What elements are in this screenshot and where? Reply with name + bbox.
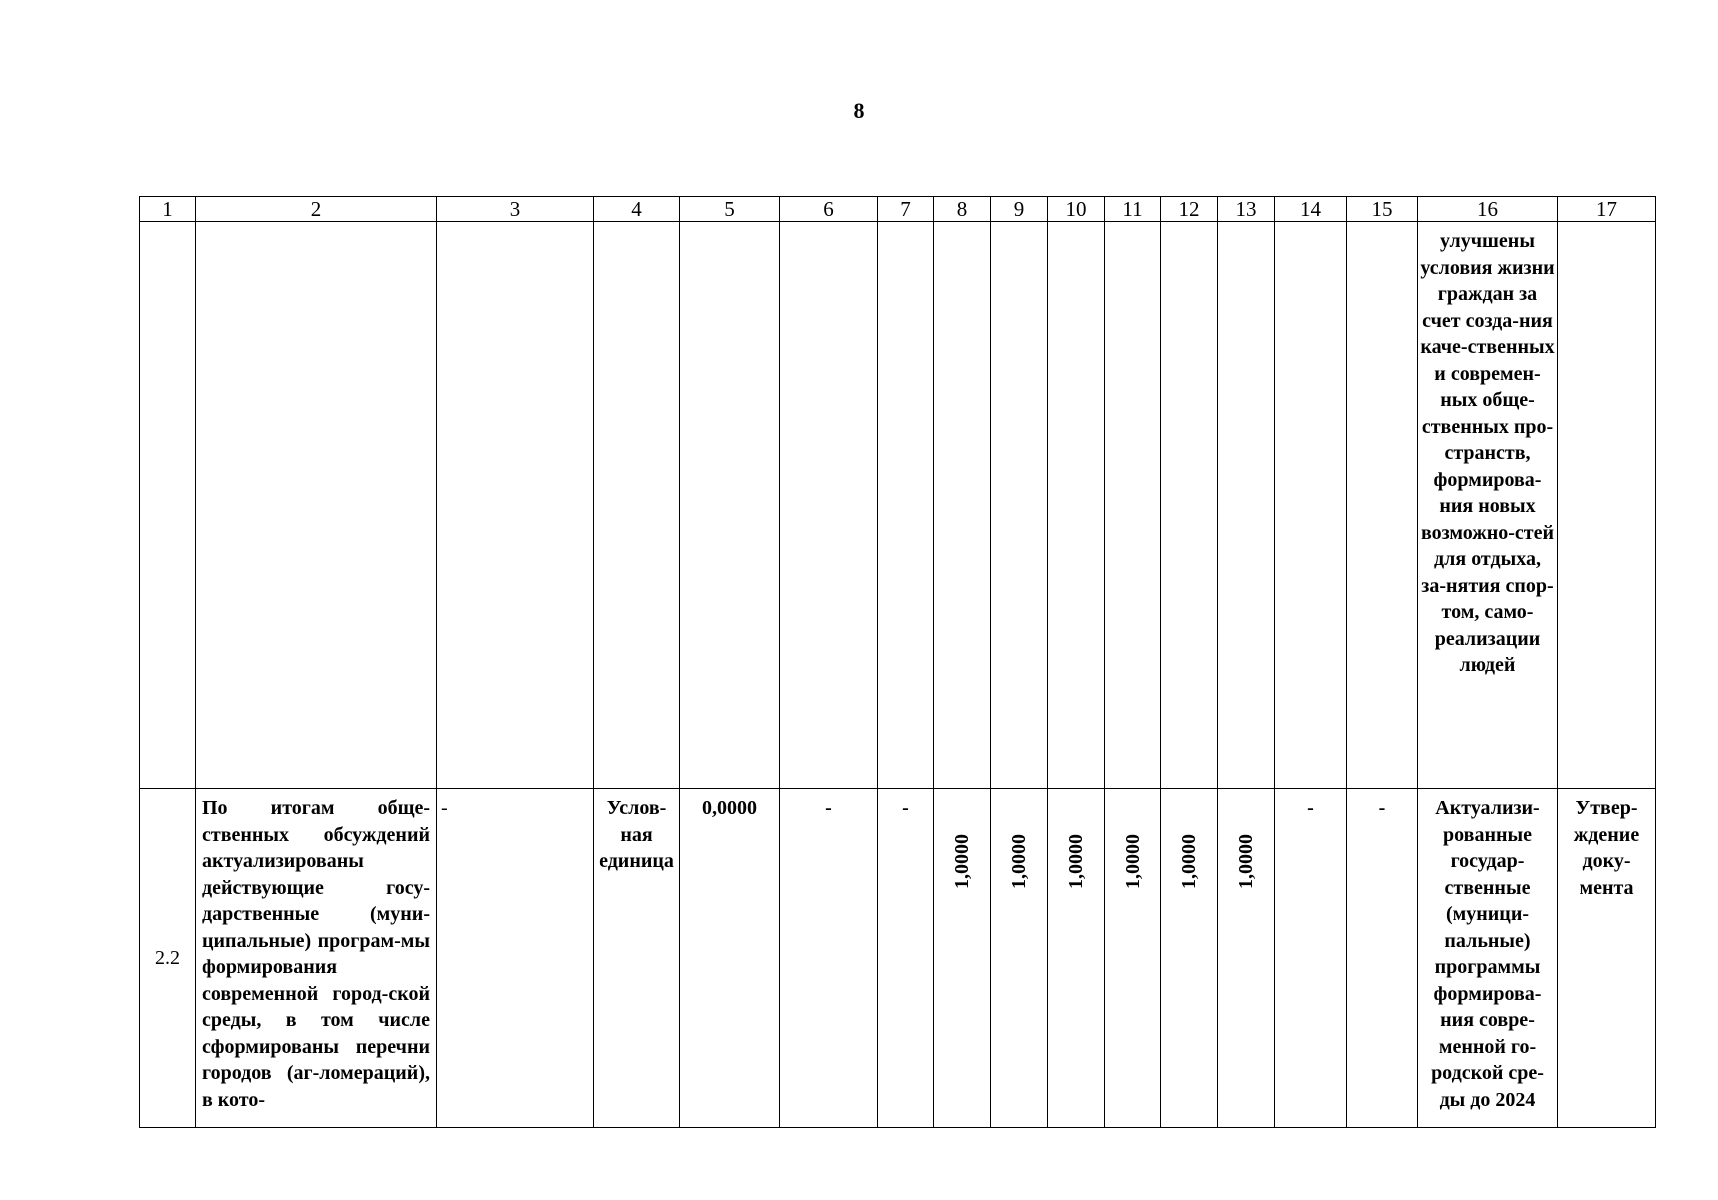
column-header-4: 4 [594, 197, 680, 222]
cell-empty [594, 222, 680, 789]
cell-empty [1048, 222, 1105, 789]
value-col-9: 1,0000 [1008, 834, 1030, 889]
column-header-7: 7 [878, 197, 934, 222]
column-header-11: 11 [1105, 197, 1161, 222]
column-header-17: 17 [1558, 197, 1656, 222]
cell-empty [1275, 222, 1347, 789]
column-header-2: 2 [196, 197, 437, 222]
cell-result: Актуализи-рованные государ-ственные (муници-пальные) программы формирова-ния совре-менной го-родской сре-ды до 2024 [1418, 789, 1558, 1128]
cell-unit: Услов-ная единица [594, 789, 680, 1128]
cell-empty [437, 222, 594, 789]
cell-result-continuation: улучшены условия жизни граждан за счет созда-ния каче-ственных и современ-ных обще-ственных про-странств, формирова-ния новых возможно-стей для отдыха, за-нятия спор-том, само-реализации людей [1418, 222, 1558, 789]
indicators-table [139, 196, 1656, 1128]
value-col-8: 1,0000 [951, 834, 973, 889]
column-header-12: 12 [1161, 197, 1218, 222]
column-header-13: 13 [1218, 197, 1275, 222]
column-header-8: 8 [934, 197, 991, 222]
column-header-15: 15 [1347, 197, 1418, 222]
cell-row-number: 2.2 [140, 789, 196, 1128]
cell-empty [680, 222, 780, 789]
cell-empty [934, 222, 991, 789]
cell-empty [878, 222, 934, 789]
cell-empty [991, 222, 1048, 789]
column-header-16: 16 [1418, 197, 1558, 222]
cell-empty [140, 222, 196, 789]
cell-col-11 [1105, 789, 1161, 1128]
cell-col-3: - [437, 789, 594, 1128]
cell-indicator-name: По итогам обще-ственных обсуждений актуализированы действующие госу-дарственные (муни-ципальные) програм-мы формирования современной город-ской среды, в том числе сформированы перечни городов (аг-ломераций), в кото- [196, 789, 437, 1128]
cell-empty [1105, 222, 1161, 789]
cell-base-value: 0,0000 [680, 789, 780, 1128]
cell-col-6: - [780, 789, 878, 1128]
table-header-row [140, 197, 1656, 222]
cell-col-14: - [1275, 789, 1347, 1128]
cell-col-8 [934, 789, 991, 1128]
cell-col-9 [991, 789, 1048, 1128]
cell-empty [196, 222, 437, 789]
cell-empty [1347, 222, 1418, 789]
cell-col-10 [1048, 789, 1105, 1128]
cell-empty [1558, 222, 1656, 789]
value-col-11: 1,0000 [1121, 834, 1144, 889]
column-header-14: 14 [1275, 197, 1347, 222]
cell-empty [780, 222, 878, 789]
column-header-3: 3 [437, 197, 594, 222]
cell-empty [1218, 222, 1275, 789]
column-header-6: 6 [780, 197, 878, 222]
value-col-12: 1,0000 [1178, 834, 1200, 889]
cell-col-15: - [1347, 789, 1418, 1128]
value-col-13: 1,0000 [1235, 834, 1257, 889]
column-header-10: 10 [1048, 197, 1105, 222]
value-col-10: 1,0000 [1065, 834, 1087, 889]
table-row-continuation [140, 222, 1656, 789]
cell-col-13 [1218, 789, 1275, 1128]
column-header-9: 9 [991, 197, 1048, 222]
column-header-1: 1 [140, 197, 196, 222]
page-number: 8 [853, 98, 865, 123]
cell-empty [1161, 222, 1218, 789]
cell-col-7: - [878, 789, 934, 1128]
cell-control-point: Утвер-ждение доку-мента [1558, 789, 1656, 1128]
column-header-5: 5 [680, 197, 780, 222]
table-row-2-2 [140, 789, 1656, 1128]
cell-col-12 [1161, 789, 1218, 1128]
